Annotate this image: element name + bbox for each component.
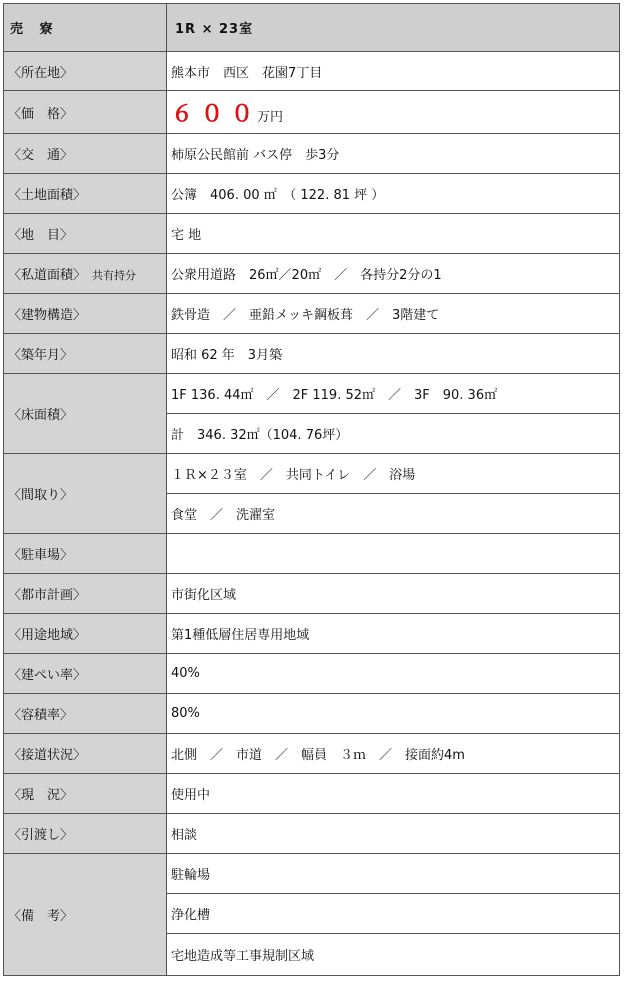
floor-area-line2: 計 346. 32㎡（104. 76坪）	[167, 414, 620, 454]
land-category-label: 〈地 目〉	[4, 214, 167, 254]
private-road-value: 公衆用道路 26㎡／20㎡ ／ 各持分2分の1	[167, 254, 620, 294]
header-value: 1R × 23室	[167, 4, 620, 52]
price-label: 〈価 格〉	[4, 91, 167, 134]
row-city-plan	[4, 574, 620, 614]
private-road-note: 共有持分	[92, 269, 137, 282]
access-label: 〈交 通〉	[4, 134, 167, 174]
status-value: 使用中	[167, 774, 620, 814]
row-floor-area-1	[4, 374, 620, 414]
far-value: 80%	[167, 694, 620, 734]
coverage-label: 〈建ぺい率〉	[4, 654, 167, 694]
header-label: 売 寮	[4, 4, 167, 52]
row-location	[4, 52, 620, 91]
row-land-category	[4, 214, 620, 254]
row-zoning	[4, 614, 620, 654]
access-value: 柿原公民館前 バス停 歩3分	[167, 134, 620, 174]
row-price	[4, 91, 620, 134]
price-unit: 万円	[257, 109, 284, 125]
layout-line2: 食堂 ／ 洗濯室	[167, 494, 620, 534]
handover-label: 〈引渡し〉	[4, 814, 167, 854]
row-land-area	[4, 174, 620, 214]
handover-value: 相談	[167, 814, 620, 854]
row-access	[4, 134, 620, 174]
structure-label: 〈建物構造〉	[4, 294, 167, 334]
header-row	[4, 4, 620, 52]
remarks-item: 駐輪場	[167, 854, 620, 894]
row-handover	[4, 814, 620, 854]
row-coverage	[4, 654, 620, 694]
road-access-value: 北側 ／ 市道 ／ 幅員 ３ｍ ／ 接面約4m	[167, 734, 620, 774]
built-date-label: 〈築年月〉	[4, 334, 167, 374]
row-parking	[4, 534, 620, 574]
row-layout-1	[4, 454, 620, 494]
row-far	[4, 694, 620, 734]
road-access-label: 〈接道状況〉	[4, 734, 167, 774]
coverage-value: 40%	[167, 654, 620, 694]
layout-label: 〈間取り〉	[4, 454, 167, 534]
price-value: ６００	[171, 101, 262, 127]
land-area-label: 〈土地面積〉	[4, 174, 167, 214]
row-built-date	[4, 334, 620, 374]
floor-area-label: 〈床面積〉	[4, 374, 167, 454]
remarks-item: 宅地造成等工事規制区域	[167, 934, 620, 976]
zoning-value: 第1種低層住居専用地域	[167, 614, 620, 654]
land-area-value: 公簿 406. 00 ㎡ （ 122. 81 坪 ）	[167, 174, 620, 214]
city-plan-value: 市街化区域	[167, 574, 620, 614]
parking-label: 〈駐車場〉	[4, 534, 167, 574]
structure-value: 鉄骨造 ／ 亜鉛メッキ鋼板葺 ／ 3階建て	[167, 294, 620, 334]
location-value: 熊本市 西区 花園7丁目	[167, 52, 620, 91]
row-remarks-1	[4, 854, 620, 894]
land-category-value: 宅 地	[167, 214, 620, 254]
private-road-label-cell	[4, 254, 167, 294]
row-structure	[4, 294, 620, 334]
zoning-label: 〈用途地域〉	[4, 614, 167, 654]
remarks-label: 〈備 考〉	[4, 854, 167, 976]
row-status	[4, 774, 620, 814]
status-label: 〈現 況〉	[4, 774, 167, 814]
far-label: 〈容積率〉	[4, 694, 167, 734]
remarks-item: 浄化槽	[167, 894, 620, 934]
parking-value	[167, 534, 620, 574]
floor-area-line1: 1F 136. 44㎡ ／ 2F 119. 52㎡ ／ 3F 90. 36㎡	[167, 374, 620, 414]
private-road-label: 〈私道面積〉	[8, 268, 87, 283]
built-date-value: 昭和 62 年 3月築	[167, 334, 620, 374]
row-private-road	[4, 254, 620, 294]
property-info-table	[3, 3, 620, 976]
layout-line1: １Ｒ×２３室 ／ 共同トイレ ／ 浴場	[167, 454, 620, 494]
price-cell	[167, 91, 620, 134]
row-road-access	[4, 734, 620, 774]
city-plan-label: 〈都市計画〉	[4, 574, 167, 614]
location-label: 〈所在地〉	[4, 52, 167, 91]
